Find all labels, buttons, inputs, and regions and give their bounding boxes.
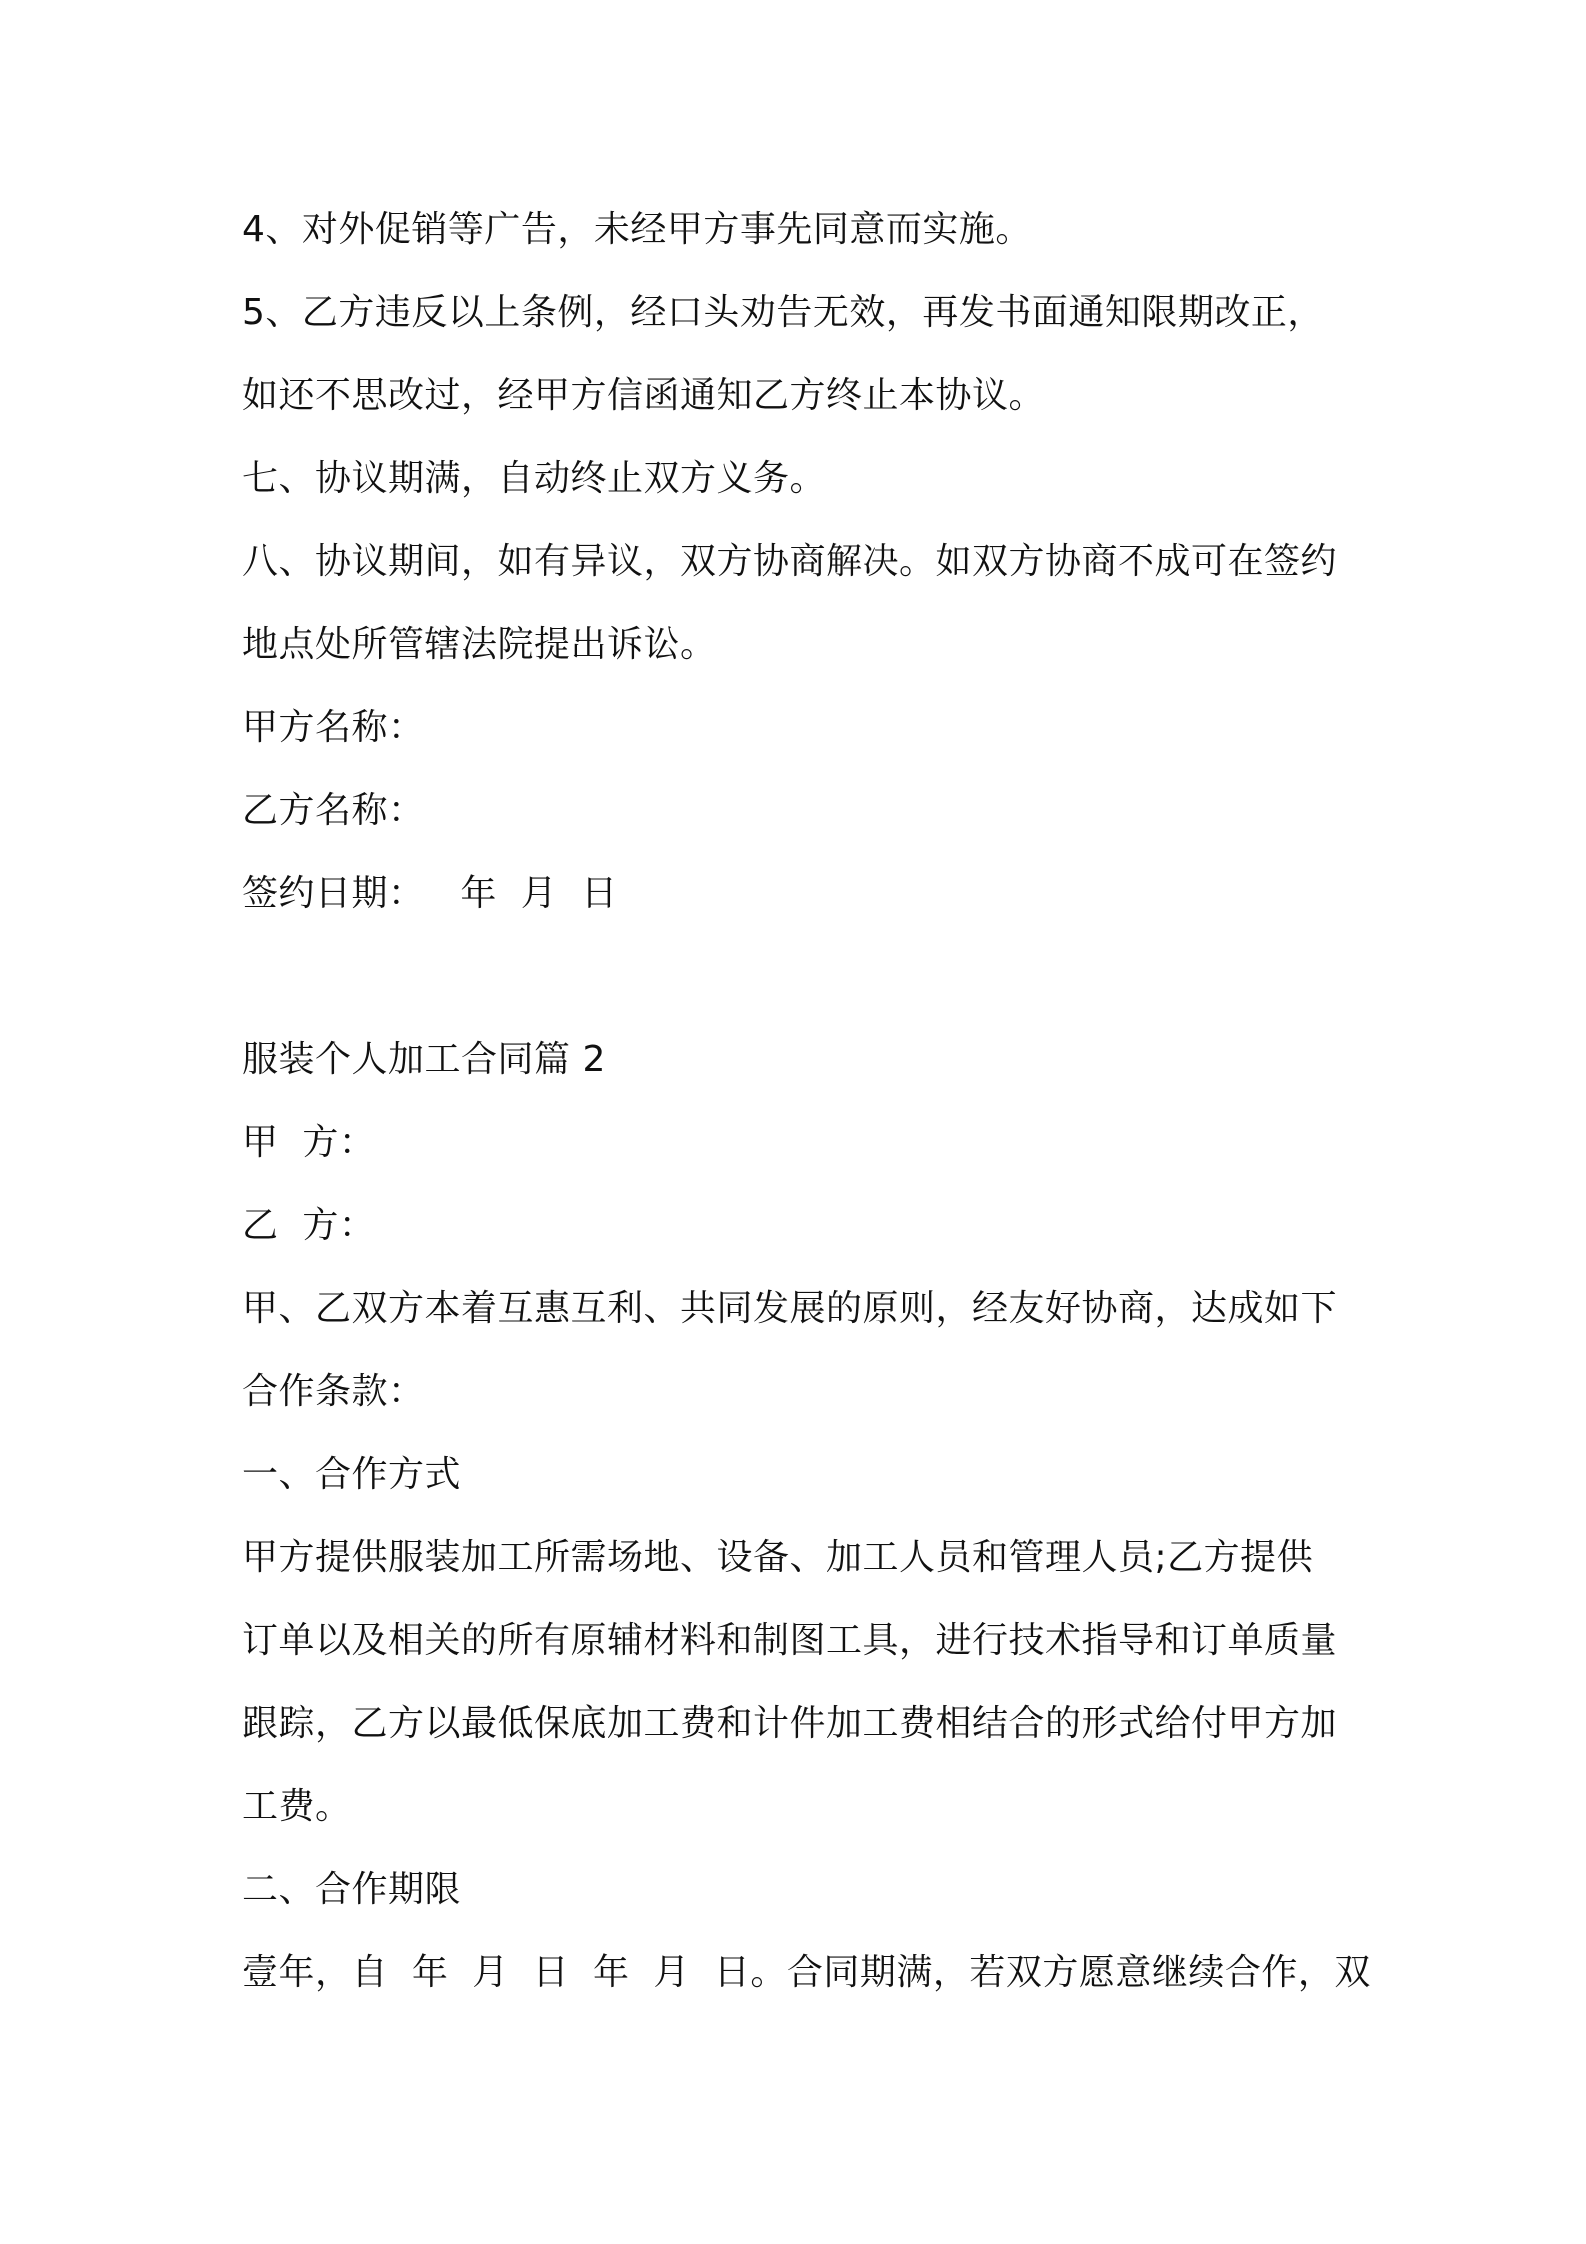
article-8-text-line-2: 地点处所管辖法院提出诉讼。 <box>242 624 717 665</box>
section-1-text-line-3: 跟踪，乙方以最低保底加工费和计件加工费相结合的形式给付甲方加 <box>242 1703 1338 1744</box>
party-a-name-label: 甲方名称： <box>242 707 425 748</box>
article-7-text: 七、协议期满，自动终止双方义务。 <box>242 458 827 499</box>
section-1-text-line-4: 工费。 <box>242 1786 352 1827</box>
party-a-label: 甲 方： <box>242 1122 376 1163</box>
section-2-text-line-1: 壹年，自 年 月 日 年 月 日。合同期满，若双方愿意继续合作，双 <box>242 1952 1371 1993</box>
section-1-text-line-1: 甲方提供服装加工所需场地、设备、加工人员和管理人员;乙方提供 <box>242 1537 1314 1578</box>
signing-date-label: 签约日期： 年 月 日 <box>242 873 618 914</box>
section-1-text-line-2: 订单以及相关的所有原辅材料和制图工具，进行技术指导和订单质量 <box>242 1620 1338 1661</box>
clause-5-text-line-1: 5、乙方违反以上条例，经口头劝告无效，再发书面通知限期改正， <box>242 292 1324 333</box>
preamble-line-2: 合作条款： <box>242 1371 425 1412</box>
party-b-name-label: 乙方名称： <box>242 790 425 831</box>
clause-5-text-line-2: 如还不思改过，经甲方信函通知乙方终止本协议。 <box>242 375 1046 416</box>
section-1-heading: 一、合作方式 <box>242 1454 462 1495</box>
preamble-line-1: 甲、乙双方本着互惠互利、共同发展的原则，经友好协商，达成如下 <box>242 1288 1338 1329</box>
clause-4-text: 4、对外促销等广告，未经甲方事先同意而实施。 <box>242 209 1032 250</box>
contract-title: 服装个人加工合同篇 2 <box>242 1039 606 1080</box>
section-2-heading: 二、合作期限 <box>242 1869 462 1910</box>
party-b-label: 乙 方： <box>242 1205 376 1246</box>
article-8-text-line-1: 八、协议期间，如有异议，双方协商解决。如双方协商不成可在签约 <box>242 541 1338 582</box>
